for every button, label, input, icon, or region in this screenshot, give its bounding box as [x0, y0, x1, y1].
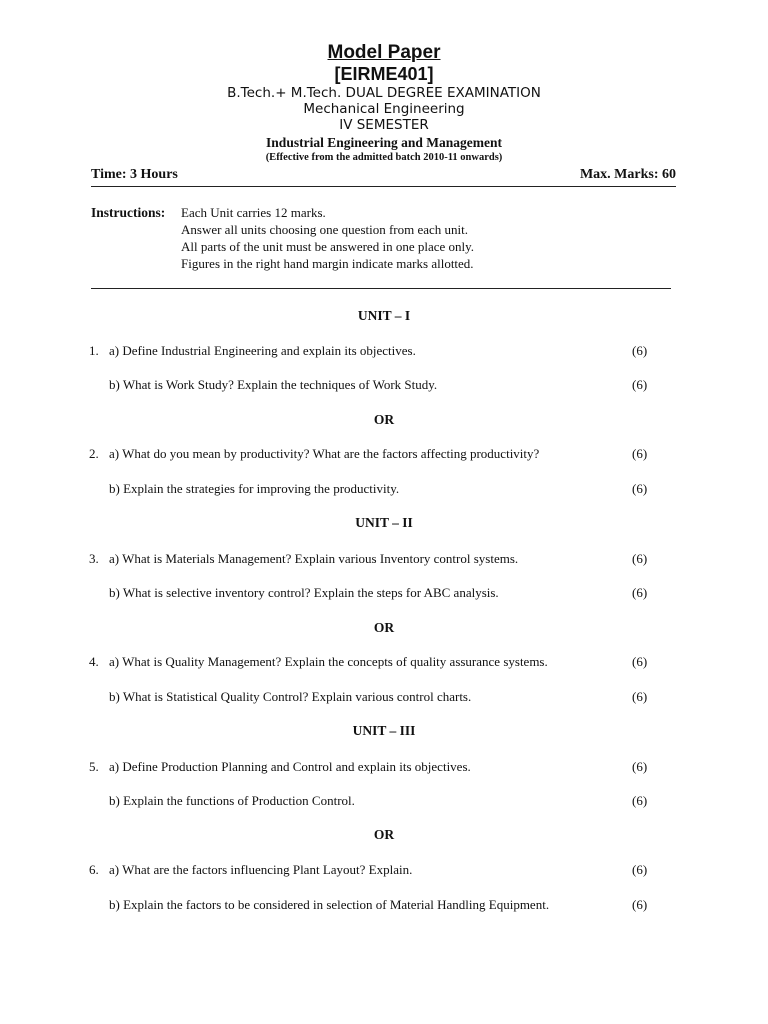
question-marks: (6)	[632, 481, 648, 496]
unit-heading: UNIT – II	[355, 515, 413, 530]
question-marks: (6)	[632, 585, 648, 600]
time-allowed: Time: 3 Hours	[91, 167, 178, 182]
question-part-a: a) What is Materials Management? Explain various Inventory control systems.	[109, 551, 519, 566]
question-number: 1.	[89, 343, 99, 358]
instructions-label: Instructions:	[91, 205, 166, 220]
branch-name: Mechanical Engineering	[303, 101, 465, 117]
or-separator: OR	[373, 827, 395, 842]
question-part-b: b) Explain the functions of Production Control.	[109, 793, 355, 808]
instruction-line: Figures in the right hand margin indicate marks allotted.	[181, 256, 474, 271]
or-separator: OR	[373, 412, 395, 427]
question-part-a: a) Define Production Planning and Control and explain its objectives.	[109, 759, 471, 774]
semester: IV SEMESTER	[339, 117, 429, 133]
question-number: 3.	[89, 551, 99, 566]
question-marks: (6)	[632, 343, 648, 358]
question-marks: (6)	[632, 446, 648, 461]
question-part-b: b) What is selective inventory control? Explain the steps for ABC analysis.	[109, 585, 499, 600]
paper-title: Model Paper	[327, 42, 441, 63]
course-code: [EIRME401]	[334, 64, 434, 84]
question-marks: (6)	[632, 377, 648, 392]
question-marks: (6)	[632, 551, 648, 566]
unit-heading: UNIT – III	[352, 723, 416, 738]
header-divider	[91, 186, 676, 187]
max-marks: Max. Marks: 60	[579, 167, 676, 182]
question-number: 4.	[89, 654, 99, 669]
instruction-line: Each Unit carries 12 marks.	[181, 205, 326, 220]
question-marks: (6)	[632, 793, 648, 808]
question-marks: (6)	[632, 862, 648, 877]
question-number: 5.	[89, 759, 99, 774]
question-marks: (6)	[632, 759, 648, 774]
question-part-b: b) Explain the factors to be considered in selection of Material Handling Equipment.	[109, 897, 550, 912]
question-part-b: b) What is Statistical Quality Control? Explain various control charts.	[109, 689, 472, 704]
question-part-a: a) Define Industrial Engineering and explain its objectives.	[109, 343, 416, 358]
exam-name: B.Tech.+ M.Tech. DUAL DEGREE EXAMINATION	[227, 85, 541, 101]
question-part-a: a) What are the factors influencing Plant Layout? Explain.	[109, 862, 413, 877]
question-marks: (6)	[632, 654, 648, 669]
question-marks: (6)	[632, 689, 648, 704]
question-part-b: b) Explain the strategies for improving the productivity.	[109, 481, 400, 496]
question-part-a: a) What do you mean by productivity? What are the factors affecting productivity?	[109, 446, 540, 461]
effective-note: (Effective from the admitted batch 2010-11 onwards)	[265, 152, 503, 163]
or-separator: OR	[373, 620, 395, 635]
instruction-line: All parts of the unit must be answered in one place only.	[181, 239, 475, 254]
instruction-line: Answer all units choosing one question from each unit.	[181, 222, 469, 237]
instructions-divider	[91, 288, 671, 289]
subject-title: Industrial Engineering and Management	[266, 135, 502, 150]
unit-heading: UNIT – I	[357, 308, 411, 323]
question-number: 2.	[89, 446, 99, 461]
question-number: 6.	[89, 862, 99, 877]
question-marks: (6)	[632, 897, 648, 912]
question-part-a: a) What is Quality Management? Explain the concepts of quality assurance systems.	[109, 654, 548, 669]
question-part-b: b) What is Work Study? Explain the techniques of Work Study.	[109, 377, 438, 392]
